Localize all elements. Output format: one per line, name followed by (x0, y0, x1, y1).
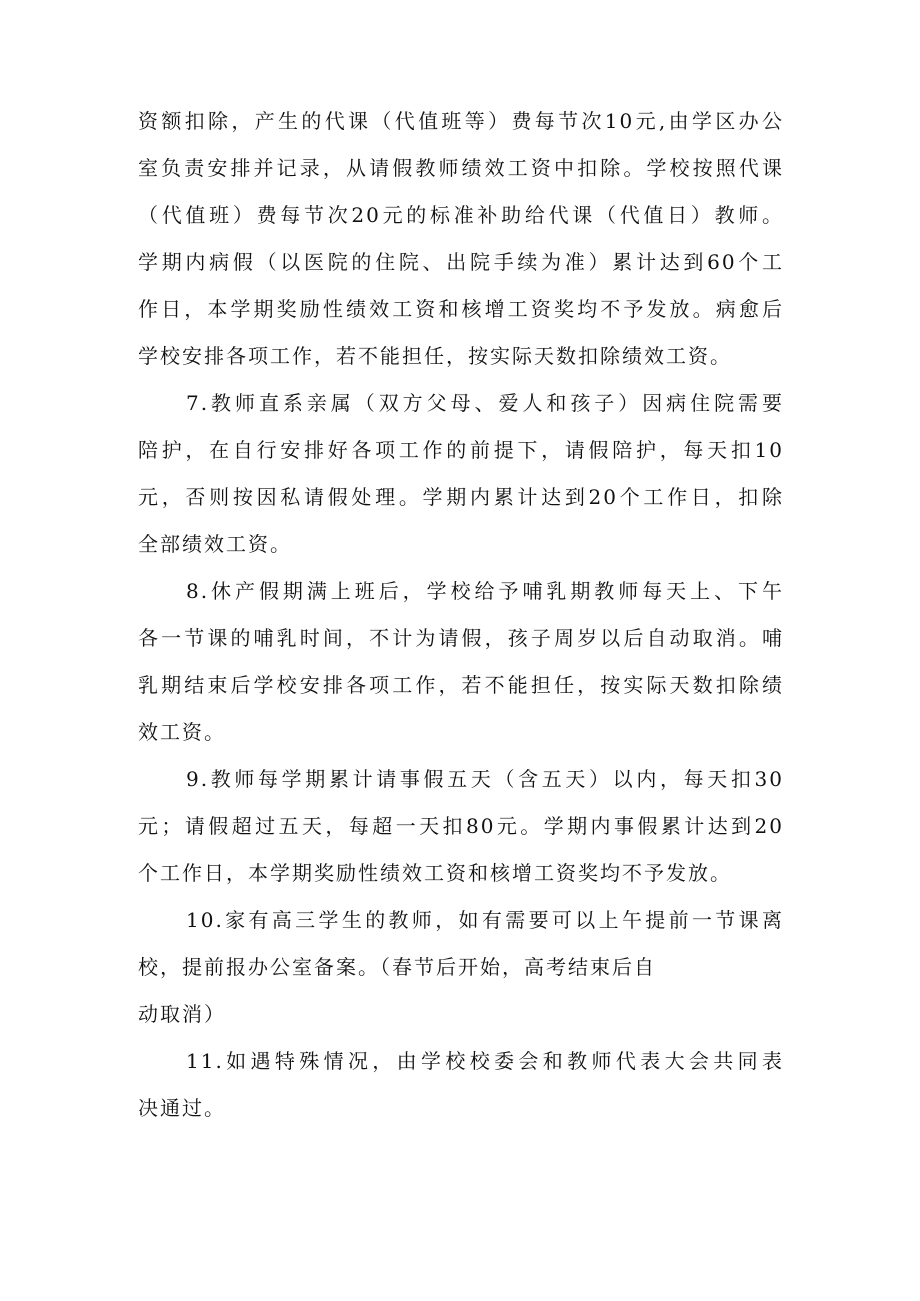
text-line: 动取消） (138, 1002, 226, 1026)
paragraph-item-8 (138, 568, 784, 756)
text-line: 乳期结束后学校安排各项工作，若不能担任，按实际天数扣除绩 (138, 673, 784, 697)
text-line: 校，提前报办公室备案。（春节后开始，高考结束后自 (138, 955, 656, 979)
text-line: （代值班）费每节次20元的标准补助给代课（代值日）教师。 (138, 203, 784, 227)
paragraph-item-10 (138, 897, 784, 1038)
paragraph-item-11 (138, 1038, 784, 1132)
text-line: 室负责安排并记录，从请假教师绩效工资中扣除。学校按照代课 (138, 156, 784, 180)
text-line: 决通过。 (138, 1096, 226, 1120)
paragraph-item-7 (138, 380, 784, 568)
text-line: 元；请假超过五天，每超一天扣80元。学期内事假累计达到20 (138, 814, 784, 838)
document-body (138, 98, 784, 1132)
text-line: 学校安排各项工作，若不能担任，按实际天数扣除绩效工资。 (138, 344, 732, 368)
text-line: 元，否则按因私请假处理。学期内累计达到20个工作日，扣除 (138, 485, 784, 509)
text-line: 10.家有高三学生的教师，如有需要可以上午提前一节课离 (186, 908, 784, 932)
text-line: 效工资。 (138, 720, 226, 744)
text-line: 各一节课的哺乳时间，不计为请假，孩子周岁以后自动取消。哺 (138, 626, 784, 650)
text-line: 9.教师每学期累计请事假五天（含五天）以内，每天扣30 (186, 767, 784, 791)
text-line: 7.教师直系亲属（双方父母、爱人和孩子）因病住院需要 (186, 391, 784, 415)
text-line: 资额扣除，产生的代课（代值班等）费每节次10元,由学区办公 (138, 109, 784, 133)
paragraph-item-9 (138, 756, 784, 897)
text-line: 个工作日，本学期奖励性绩效工资和核增工资奖均不予发放。 (138, 861, 732, 885)
text-line: 8.休产假期满上班后，学校给予哺乳期教师每天上、下午 (186, 579, 784, 603)
text-line: 陪护，在自行安排好各项工作的前提下，请假陪护，每天扣10 (138, 438, 784, 462)
paragraph-sick-leave (138, 98, 784, 380)
text-line: 全部绩效工资。 (138, 532, 292, 556)
text-line: 作日，本学期奖励性绩效工资和核增工资奖均不予发放。病愈后 (138, 297, 784, 321)
text-line: 11.如遇特殊情况，由学校校委会和教师代表大会共同表 (186, 1049, 784, 1073)
text-line: 学期内病假（以医院的住院、出院手续为准）累计达到60个工 (138, 250, 784, 274)
